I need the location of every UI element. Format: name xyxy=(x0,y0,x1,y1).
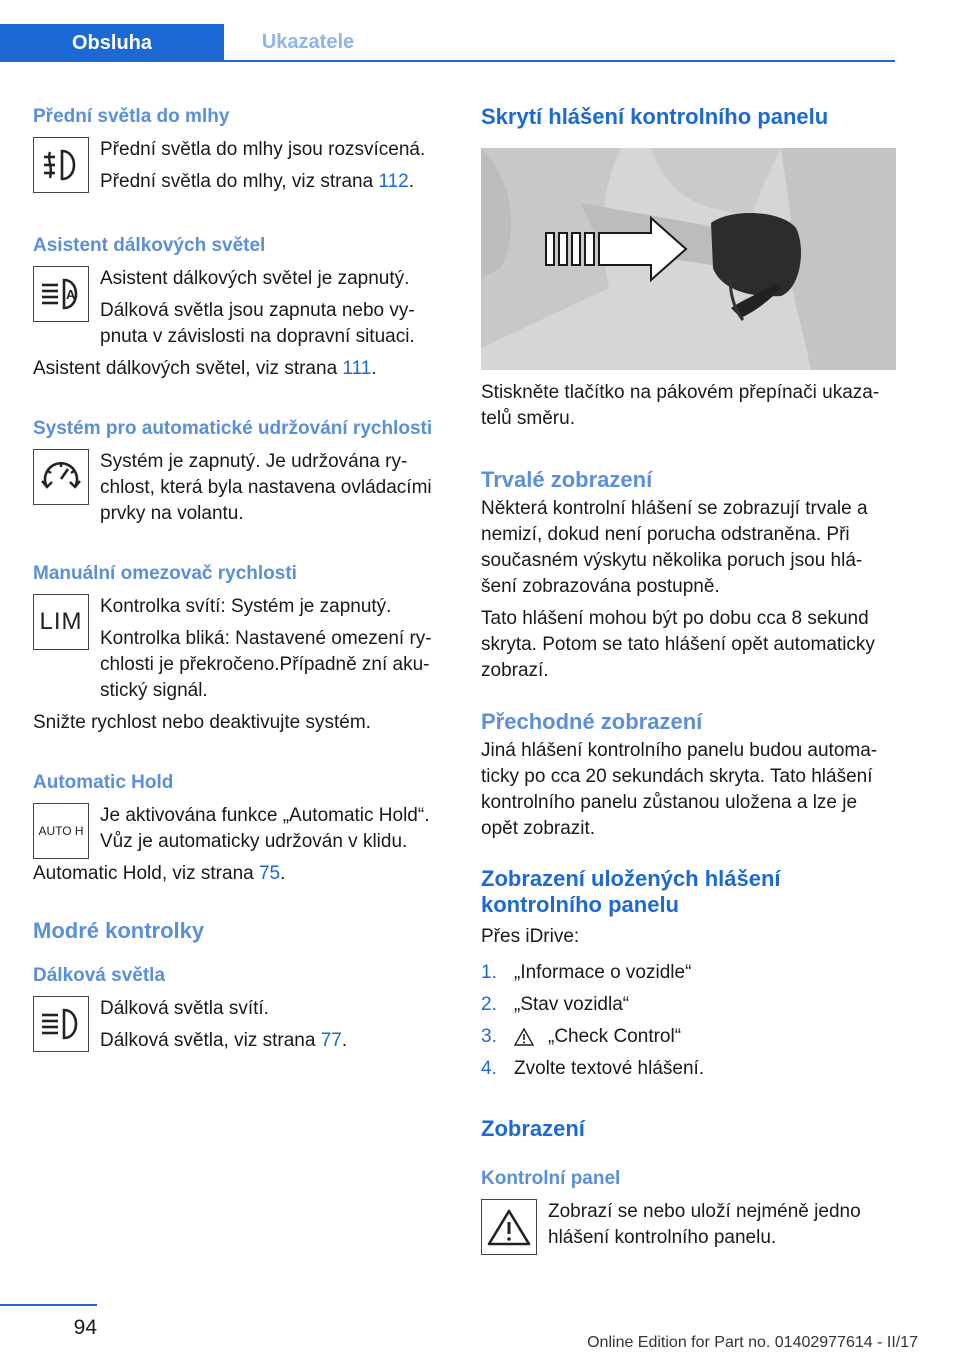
permanent-p2: Tato hlášení mohou být po dobu cca 8 sekund skryta. Potom se tato hlášení opět automaticky zobrazí. xyxy=(481,608,875,681)
cruise-control-icon xyxy=(33,449,89,505)
autohold-line1: Je aktivována funkce „Automatic Hold“. Vůz je automaticky udržován v klidu. xyxy=(100,805,430,852)
tab-obsluha[interactable]: Obsluha xyxy=(0,24,224,62)
autohold-heading: Automatic Hold xyxy=(33,772,174,793)
cruise-heading: Systém pro automatické udržování rychlosti xyxy=(33,418,433,439)
control-panel-line1: Zobrazí se nebo uloží nejméně jedno hlášení kontrolního panelu. xyxy=(548,1201,861,1248)
transient-heading: Přechodné zobrazení xyxy=(481,709,703,734)
highbeam-assist-line2: Dálková světla jsou zapnuta nebo vy‐pnuta v závislosti na dopravní situaci. xyxy=(100,300,415,347)
high-beam-heading: Dálková světla xyxy=(33,965,166,986)
warning-icon xyxy=(481,1199,537,1255)
highbeam-assist-line1: Asistent dálkových světel je zapnutý. xyxy=(100,268,410,289)
hide-messages-heading: Skrytí hlášení kontrolního panelu xyxy=(481,104,829,129)
highbeam-assist-section xyxy=(33,266,448,350)
stored-intro: Přes iDrive: xyxy=(481,926,580,947)
highbeam-assist-page-link[interactable]: 111 xyxy=(342,358,372,379)
cruise-line1: Systém je zapnutý. Je udržována ry‐chlost, která byla nastavena ovládacími prvky na volantu. xyxy=(100,451,432,524)
high-beam-icon xyxy=(33,996,89,1052)
cruise-section xyxy=(33,449,448,527)
list-item: 1. „Informace o vozidle“ xyxy=(481,962,692,983)
header-tabbar xyxy=(0,0,895,62)
limiter-line1: Kontrolka svítí: Systém je zapnutý. xyxy=(100,596,392,617)
limiter-line3: Snižte rychlost nebo deaktivujte systém. xyxy=(33,712,371,733)
fog-page-link[interactable]: 112 xyxy=(378,171,409,192)
fog-line1: Přední světla do mlhy jsou rozsvícená. xyxy=(100,139,426,160)
list-item: 2. „Stav vozidla“ xyxy=(481,994,630,1015)
hide-caption: Stiskněte tlačítko na pákovém přepínači ukaza‐telů směru. xyxy=(481,382,880,429)
autohold-ref: Automatic Hold, viz strana 75. xyxy=(33,863,286,884)
transient-p1: Jiná hlášení kontrolního panelu budou automa‐ticky po cca 20 sekundách skryta. Tato hlášení kontrolního panelu zůstanou uložena a lze je opět zobrazit. xyxy=(481,740,878,839)
control-panel-section xyxy=(481,1199,897,1251)
display-heading: Zobrazení xyxy=(481,1116,585,1141)
lim-icon: LIM xyxy=(33,594,89,650)
high-beam-line1: Dálková světla svítí. xyxy=(100,998,269,1019)
autohold-section xyxy=(33,803,448,855)
edition-footer: Online Edition for Part no. 01402977614 - II/17 xyxy=(587,1334,918,1351)
high-beam-page-link[interactable]: 77 xyxy=(320,1030,342,1051)
blue-lights-heading: Modré kontrolky xyxy=(33,918,205,943)
permanent-p1: Některá kontrolní hlášení se zobrazují trvale a nemizí, dokud není porucha odstraněna. Při současném výskytu několika poruch jsou hlá‐šení zobrazována postupně. xyxy=(481,498,868,597)
autohold-page-link[interactable]: 75 xyxy=(258,863,281,884)
limiter-section xyxy=(33,594,448,704)
fog-section xyxy=(33,137,448,195)
warning-triangle-icon xyxy=(514,1024,534,1050)
svg-text:A: A xyxy=(66,287,76,302)
permanent-heading: Trvalé zobrazení xyxy=(481,467,653,492)
limiter-heading: Manuální omezovač rychlosti xyxy=(33,563,297,584)
right-column xyxy=(481,100,897,1251)
fog-light-icon xyxy=(33,137,89,193)
high-beam-ref: Dálková světla, viz strana 77. xyxy=(100,1030,348,1051)
page-number: 94 xyxy=(73,1316,97,1339)
lever-photo xyxy=(481,148,896,370)
highbeam-assist-heading: Asistent dálkových světel xyxy=(33,235,266,256)
page-number-rule xyxy=(0,1304,97,1306)
left-column xyxy=(33,100,448,1054)
tab-ukazatele[interactable]: Ukazatele xyxy=(224,24,392,60)
auto-hold-icon: AUTO H xyxy=(33,803,89,859)
header-rule xyxy=(0,60,895,62)
stored-heading: Zobrazení uložených hlášení kontrolního panelu xyxy=(481,866,781,917)
control-panel-heading: Kontrolní panel xyxy=(481,1168,621,1189)
high-beam-assist-icon xyxy=(33,266,89,322)
limiter-line2: Kontrolka bliká: Nastavené omezení ry‐chlosti je překročeno.Případně zní aku‐stický signál. xyxy=(100,628,432,701)
high-beam-section xyxy=(33,996,448,1054)
fog-heading: Přední světla do mlhy xyxy=(33,106,230,127)
list-item: 3. „Check Control“ xyxy=(481,1024,897,1050)
highbeam-assist-ref: Asistent dálkových světel, viz strana 111. xyxy=(33,358,377,379)
fog-line2: Přední světla do mlhy, viz strana 112. xyxy=(100,171,415,192)
stored-steps-list xyxy=(481,960,897,1082)
list-item: 4. Zvolte textové hlášení. xyxy=(481,1058,705,1079)
